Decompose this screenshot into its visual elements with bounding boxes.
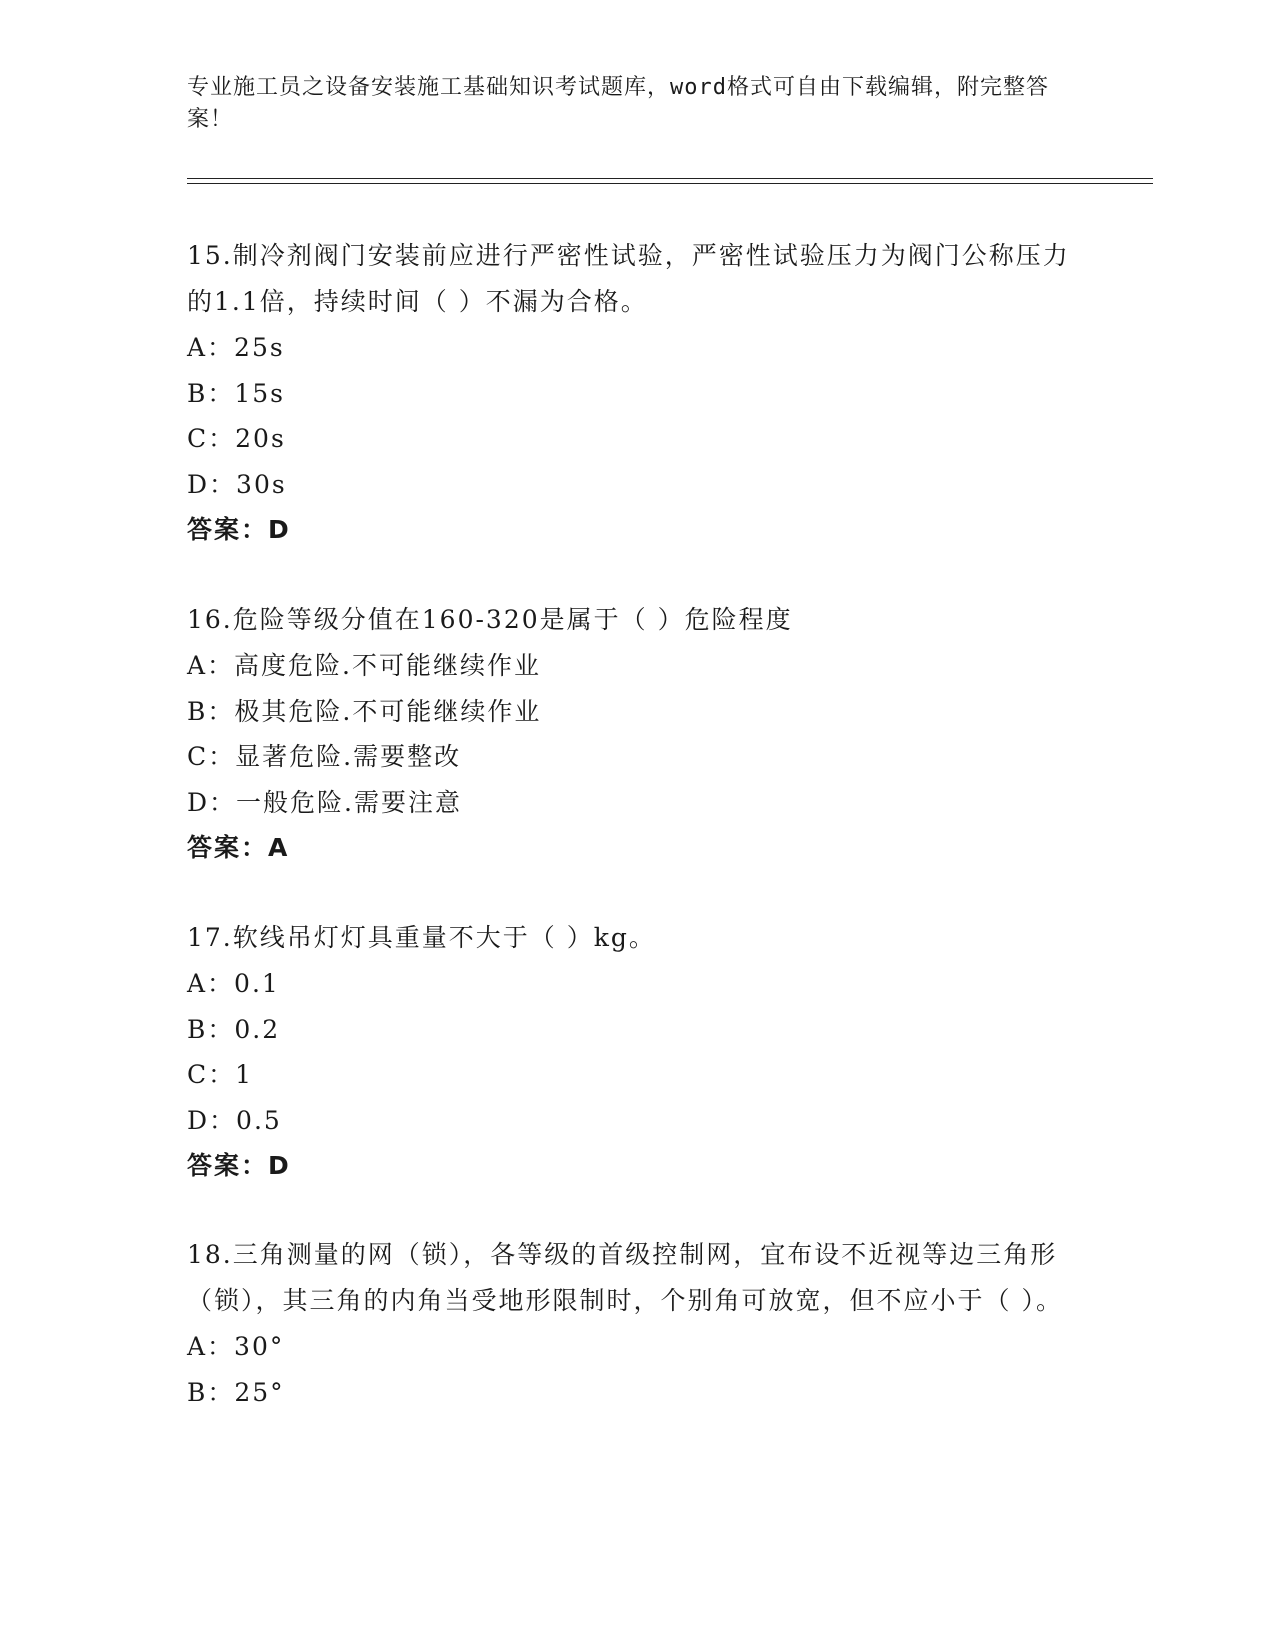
question-stem: 17.软线吊灯灯具重量不大于（ ）kg。: [187, 923, 656, 952]
header-divider-bottom: [187, 183, 1153, 184]
question-16: [187, 597, 1087, 870]
option-d: D：0.5: [187, 1105, 282, 1135]
page-header: 专业施工员之设备安装施工基础知识考试题库，word格式可自由下载编辑，附完整答案！: [187, 75, 1049, 132]
question-stem: 16.危险等级分值在160-320是属于（ ）危险程度: [187, 605, 793, 634]
question-stem: 18.三角测量的网（锁），各等级的首级控制网，宜布设不近视等边三角形（锁），其三角的内角当受地形限制时，个别角可放宽，但不应小于（ ）。: [187, 1240, 1063, 1315]
option-a: A：高度危险.不可能继续作业: [187, 651, 542, 680]
option-d: D：30s: [187, 469, 287, 499]
option-b: B：15s: [187, 378, 286, 408]
question-stem: 15.制冷剂阀门安装前应进行严密性试验，严密性试验压力为阀门公称压力的1.1倍，持续时间（ ）不漏为合格。: [187, 241, 1070, 316]
option-c: C：20s: [187, 424, 286, 453]
header-divider-top: [187, 178, 1153, 179]
option-a: A：25s: [187, 333, 285, 362]
option-d: D：一般危险.需要注意: [187, 787, 462, 817]
answer: 答案：D: [187, 515, 291, 544]
answer: 答案：A: [187, 833, 290, 862]
answer: 答案：D: [187, 1151, 291, 1180]
option-a: A：0.1: [187, 969, 280, 998]
option-b: B：0.2: [187, 1014, 281, 1044]
question-17: [187, 915, 1087, 1188]
option-b: B：25°: [187, 1377, 285, 1407]
question-18: [187, 1232, 1087, 1415]
option-a: A：30°: [187, 1332, 285, 1361]
option-c: C：显著危险.需要整改: [187, 742, 462, 771]
option-b: B：极其危险.不可能继续作业: [187, 696, 542, 726]
question-15: [187, 233, 1087, 552]
option-c: C：1: [187, 1060, 254, 1089]
